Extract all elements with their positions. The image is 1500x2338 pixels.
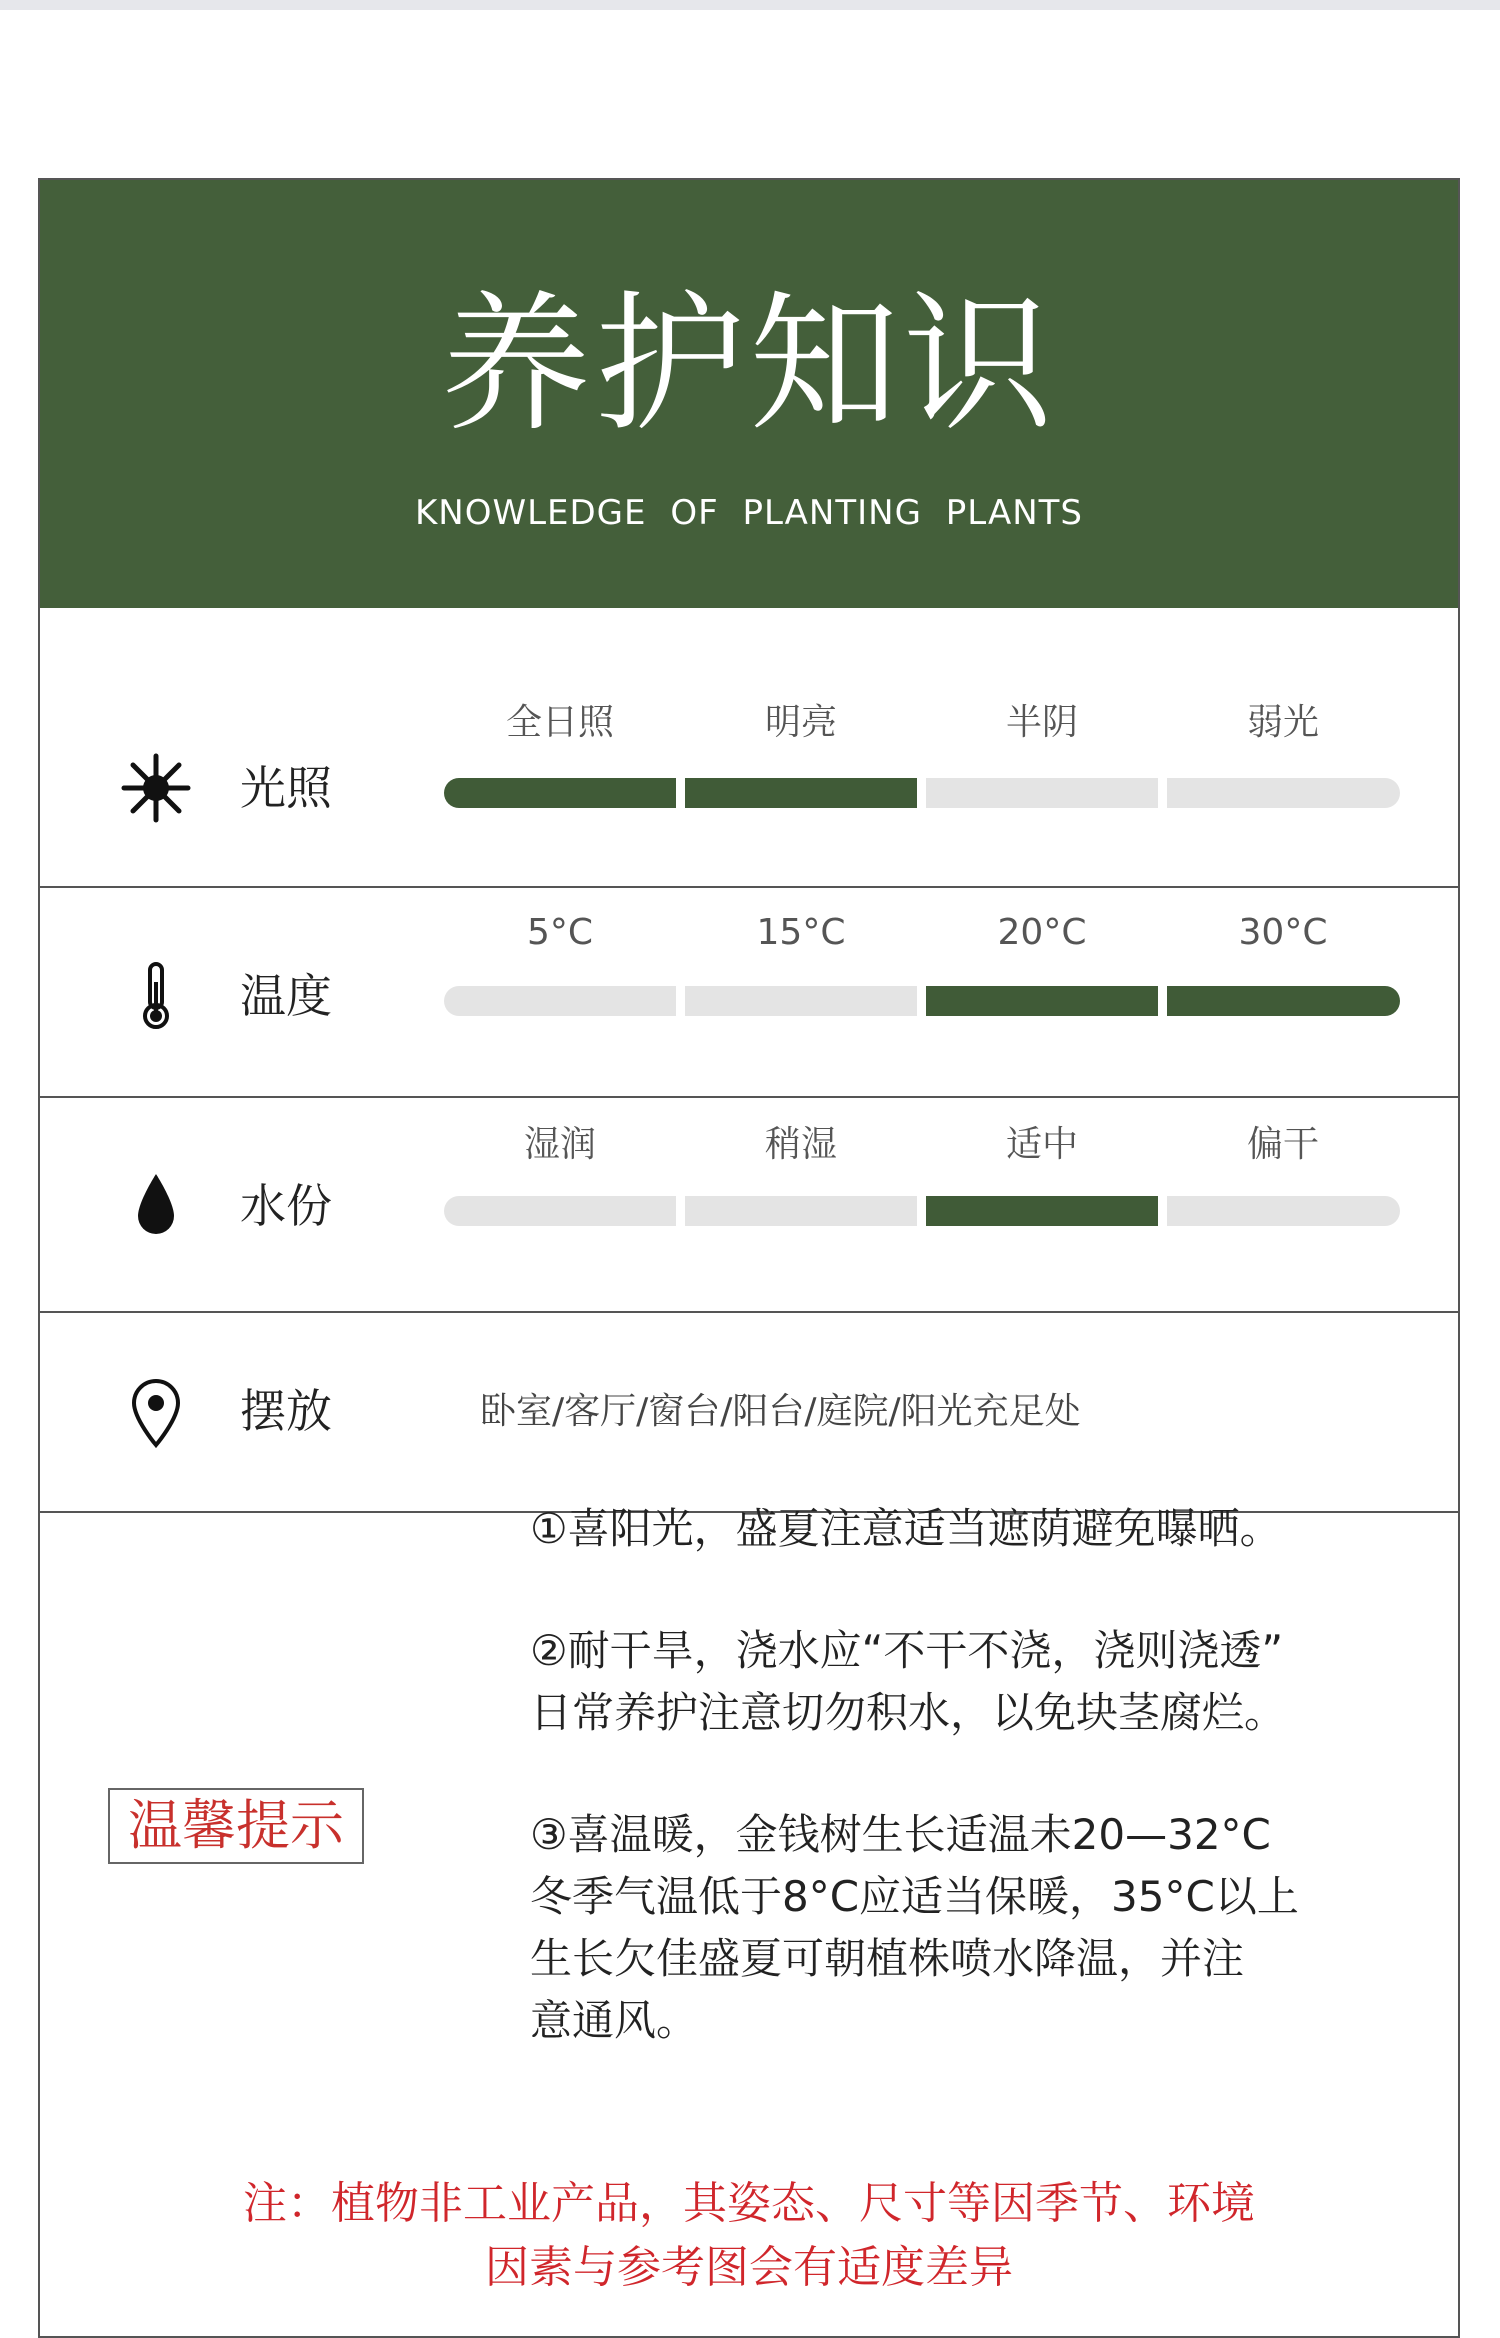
row-temperature (40, 888, 1458, 1098)
placement-locations: 卧室/客厅/窗台/阳台/庭院/阳光充足处 (480, 1391, 1081, 1432)
light-level-bar (444, 778, 1400, 808)
page-subtitle: KNOWLEDGE OF PLANTING PLANTS (414, 493, 1084, 533)
row-label-placement: 摆放 (240, 1384, 332, 1438)
water-level-3: 适中 (1005, 1124, 1078, 1165)
temperature-level-1: 5°C (526, 912, 594, 953)
light-level-2: 明亮 (764, 702, 837, 743)
row-label-temperature: 温度 (240, 969, 332, 1023)
page-title: 养护知识 (440, 278, 1057, 452)
temperature-bar-segment-4 (1167, 986, 1400, 1016)
tip-item-3: ③喜温暖，金钱树生长适温未20—32°C 冬季气温低于8°C应适当保暖，35°C以上 生长欠佳盛夏可朝植株喷水降温，并注 意通风。 (530, 1810, 1299, 2045)
disclaimer-note: 注：植物非工业产品，其姿态、尺寸等因季节、环境 因素与参考图会有适度差异 (243, 2178, 1255, 2293)
temperature-level-2: 15°C (756, 912, 846, 953)
light-bar-segment-3 (926, 778, 1158, 808)
water-level-4: 偏干 (1246, 1124, 1319, 1165)
water-level-1: 湿润 (523, 1124, 596, 1165)
light-level-labels (444, 698, 1400, 748)
temperature-bar-segment-1 (444, 986, 676, 1016)
temperature-bar-segment-2 (685, 986, 917, 1016)
temperature-level-3: 20°C (997, 912, 1087, 953)
row-placement (40, 1313, 1458, 1513)
light-level-1: 全日照 (505, 702, 614, 743)
temperature-level-bar (444, 986, 1400, 1016)
row-water (40, 1098, 1458, 1313)
location-pin-icon (120, 1377, 192, 1449)
top-strip (0, 0, 1500, 10)
row-light (40, 608, 1458, 888)
light-bar-segment-2 (685, 778, 917, 808)
tips-badge: 温馨提示 (108, 1788, 364, 1864)
care-card (38, 178, 1460, 2338)
water-bar-segment-2 (685, 1196, 917, 1226)
light-level-4: 弱光 (1246, 702, 1319, 743)
tip-item-1: ①喜阳光，盛夏注意适当遮荫避免曝晒。 (530, 1504, 1282, 1553)
water-level-labels (444, 1120, 1400, 1170)
row-label-water: 水份 (240, 1179, 332, 1233)
water-drop-icon (120, 1170, 192, 1242)
water-bar-segment-3 (926, 1196, 1158, 1226)
sun-icon (120, 752, 192, 824)
water-level-bar (444, 1196, 1400, 1226)
temperature-level-labels (444, 908, 1400, 958)
light-level-3: 半阴 (1005, 702, 1078, 743)
tips-list (530, 1498, 1410, 2112)
light-bar-segment-4 (1167, 778, 1400, 808)
temperature-level-4: 30°C (1238, 912, 1328, 953)
temperature-bar-segment-3 (926, 986, 1158, 1016)
water-bar-segment-1 (444, 1196, 676, 1226)
water-bar-segment-4 (1167, 1196, 1400, 1226)
light-bar-segment-1 (444, 778, 676, 808)
tip-item-2: ②耐干旱，浇水应“不干不浇，浇则浇透” 日常养护注意切勿积水，以免块茎腐烂。 (530, 1626, 1287, 1737)
thermometer-icon (120, 960, 192, 1032)
header-banner (40, 180, 1458, 608)
water-level-2: 稍湿 (764, 1124, 837, 1165)
row-label-light: 光照 (240, 761, 332, 815)
